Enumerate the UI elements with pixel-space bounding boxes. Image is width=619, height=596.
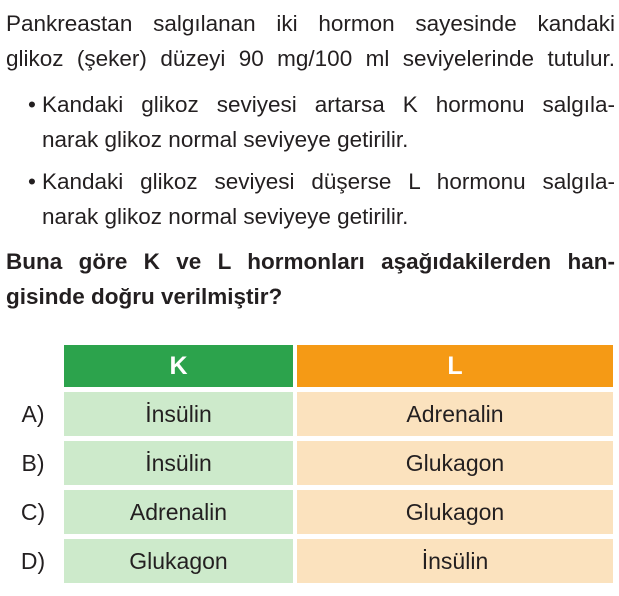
bullet-k-line-2: narak glikoz normal seviyeye getirilir. — [42, 127, 409, 152]
bullet-k-line-1: Kandaki glikoz seviyesi artarsa K hormonu salgıla- — [42, 92, 615, 117]
bullet-list — [6, 87, 615, 234]
question-stem — [6, 244, 615, 314]
answer-c-l: Glukagon — [297, 490, 613, 534]
answer-c-k: Adrenalin — [64, 490, 293, 534]
table-corner — [6, 345, 60, 387]
answer-b-k: İnsülin — [64, 441, 293, 485]
bullet-item-k — [6, 87, 615, 157]
bullet-icon: • — [28, 169, 36, 194]
answer-table — [6, 345, 615, 583]
table-header-l: L — [297, 345, 613, 387]
question-line-2: gisinde doğru verilmiştir? — [6, 284, 283, 309]
bullet-l-line-1: Kandaki glikoz seviyesi düşerse L hormonu salgıla- — [42, 169, 615, 194]
bullet-l-line-2: narak glikoz normal seviyeye getirilir. — [42, 204, 409, 229]
answer-d-l: İnsülin — [297, 539, 613, 583]
option-label-b: B) — [21, 449, 45, 476]
intro-paragraph — [6, 6, 615, 76]
bullet-icon: • — [28, 92, 36, 117]
intro-line-1: Pankreastan salgılanan iki hormon sayesinde kandaki — [6, 11, 615, 36]
option-label-a: A) — [21, 400, 45, 427]
bullet-item-l — [6, 164, 615, 234]
option-label-c: C) — [20, 498, 46, 525]
answer-a-k: İnsülin — [64, 392, 293, 436]
question-line-1: Buna göre K ve L hormonları aşağıdakilerden han- — [6, 249, 615, 274]
answer-d-k: Glukagon — [64, 539, 293, 583]
table-header-k: K — [64, 345, 293, 387]
answer-a-l: Adrenalin — [297, 392, 613, 436]
answer-b-l: Glukagon — [297, 441, 613, 485]
option-label-d: D) — [20, 547, 46, 574]
intro-line-2: glikoz (şeker) düzeyi 90 mg/100 ml seviyelerinde tutulur. — [6, 46, 615, 71]
